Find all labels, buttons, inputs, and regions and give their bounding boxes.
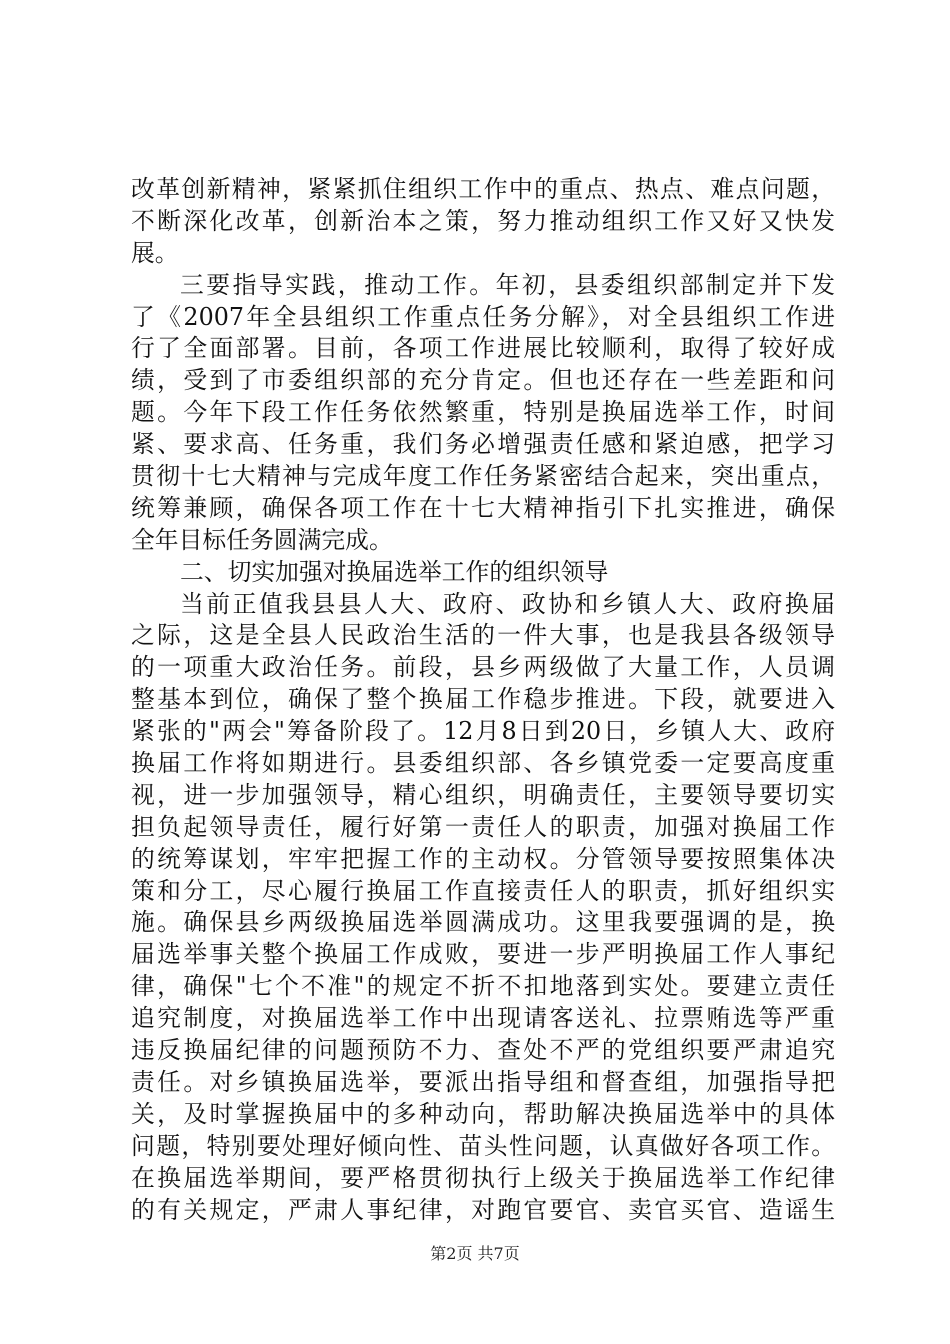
text-line: 律，确保"七个不准"的规定不折不扣地落到实处。要建立责任 xyxy=(131,972,835,1001)
text-line: 的有关规定，严肃人事纪律，对跑官要官、卖官买官、造谣生 xyxy=(131,1195,835,1224)
text-line: 改革创新精神，紧紧抓住组织工作中的重点、热点、难点问题， xyxy=(131,175,835,203)
text-line: 违反换届纪律的问题预防不力、查处不严的党组织要严肃追究 xyxy=(131,1036,835,1065)
text-line: 贯彻十七大精神与完成年度工作任务紧密结合起来，突出重点， xyxy=(131,462,835,491)
text-line: 题。今年下段工作任务依然繁重，特别是换届选举工作，时间 xyxy=(131,398,835,427)
text-line: 在换届选举期间，要严格贯彻执行上级关于换届选举工作纪律 xyxy=(131,1163,835,1192)
text-line: 届选举事关整个换届工作成败，要进一步严明换届工作人事纪 xyxy=(131,940,835,969)
text-line: 绩，受到了市委组织部的充分肯定。但也还存在一些差距和问 xyxy=(131,366,835,395)
text-line: 了《2007年全县组织工作重点任务分解》，对全县组织工作进 xyxy=(131,302,835,331)
text-line: 整基本到位，确保了整个换届工作稳步推进。下段，就要进入 xyxy=(131,685,835,714)
text-line: 当前正值我县县人大、政府、政协和乡镇人大、政府换届 xyxy=(180,589,835,618)
text-line: 责任。对乡镇换届选举，要派出指导组和督查组，加强指导把 xyxy=(131,1067,835,1096)
text-line: 紧张的"两会"筹备阶段了。12月8日到20日，乡镇人大、政府 xyxy=(131,717,835,746)
text-line: 二、切实加强对换届选举工作的组织领导 xyxy=(180,557,609,586)
text-line: 追究制度，对换届选举工作中出现请客送礼、拉票贿选等严重 xyxy=(131,1004,835,1033)
text-line: 全年目标任务圆满完成。 xyxy=(131,525,393,554)
text-line: 问题，特别要处理好倾向性、苗头性问题，认真做好各项工作。 xyxy=(131,1131,835,1160)
text-line: 三要指导实践，推动工作。年初，县委组织部制定并下发 xyxy=(180,270,835,299)
text-line: 之际，这是全县人民政治生活的一件大事，也是我县各级领导 xyxy=(131,621,835,650)
text-line: 策和分工，尽心履行换届工作直接责任人的职责，抓好组织实 xyxy=(131,876,835,905)
text-line: 行了全面部署。目前，各项工作进展比较顺利，取得了较好成 xyxy=(131,334,835,363)
text-line: 换届工作将如期进行。县委组织部、各乡镇党委一定要高度重 xyxy=(131,749,835,778)
text-line: 的统筹谋划，牢牢把握工作的主动权。分管领导要按照集体决 xyxy=(131,844,835,873)
text-line: 展。 xyxy=(131,238,179,267)
text-line: 的一项重大政治任务。前段，县乡两级做了大量工作，人员调 xyxy=(131,653,835,682)
text-line: 紧、要求高、任务重，我们务必增强责任感和紧迫感，把学习 xyxy=(131,430,835,459)
text-line: 不断深化改革，创新治本之策，努力推动组织工作又好又快发 xyxy=(131,206,835,235)
text-line: 担负起领导责任，履行好第一责任人的职责，加强对换届工作 xyxy=(131,812,835,841)
text-line: 统筹兼顾，确保各项工作在十七大精神指引下扎实推进，确保 xyxy=(131,493,835,522)
text-line: 关，及时掌握换届中的多种动向，帮助解决换届选举中的具体 xyxy=(131,1099,835,1128)
text-line: 视，进一步加强领导，精心组织，明确责任，主要领导要切实 xyxy=(131,780,835,809)
page-footer: 第2页 共7页 xyxy=(430,1244,520,1263)
body-text xyxy=(131,174,835,1226)
text-line: 施。确保县乡两级换届选举圆满成功。这里我要强调的是，换 xyxy=(131,908,835,937)
